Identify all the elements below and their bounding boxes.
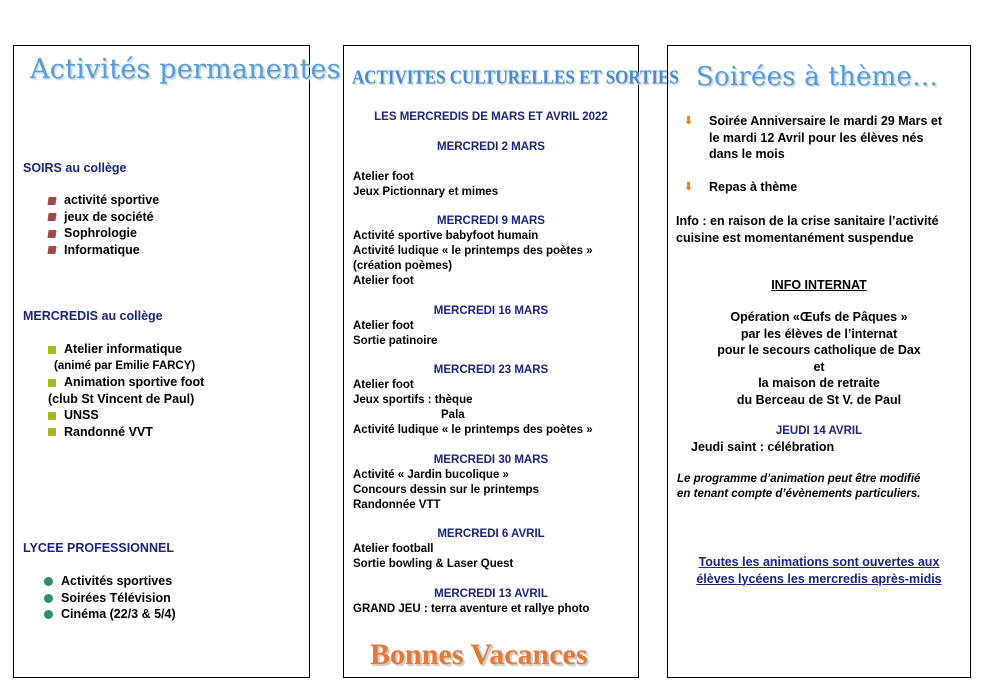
day-activities: Atelier foot Jeux sportifs : thèque Pala Activité ludique « le printemps des poètes »	[353, 379, 593, 436]
day-activities: Activité « Jardin bucolique » Concours dessin sur le printemps Randonnée VTT	[353, 469, 539, 511]
day-label: MERCREDI 2 MARS	[437, 141, 545, 153]
list-item: Informatique	[48, 242, 159, 259]
square-bullet-icon	[48, 379, 56, 387]
list-item: ⬇ Soirée Anniversaire le mardi 29 Mars et le mardi 12 Avril pour les élèves nés dans le mois	[684, 114, 942, 161]
right-title: Soirées à thème…	[696, 62, 939, 92]
square-bullet-icon	[47, 213, 56, 221]
left-title: Activités permanentes	[30, 54, 341, 85]
list-item: Animation sportive foot	[48, 374, 204, 391]
square-bullet-icon	[47, 246, 56, 254]
soirs-list	[48, 192, 159, 258]
list-item: UNSS	[48, 407, 204, 424]
list-item: Activités sportives	[44, 573, 176, 590]
programme-note: Le programme d’animation peut être modifié en tenant compte d’évènements particuliers.	[677, 473, 921, 500]
list-item: Atelier informatique	[48, 341, 204, 358]
animations-link[interactable]: Toutes les animations sont ouvertes aux élèves lycéens les mercredis après-midis	[696, 555, 942, 586]
square-bullet-icon	[48, 346, 56, 354]
info-sanitaire: Info : en raison de la crise sanitaire l’activité cuisine est momentanément suspendue	[676, 214, 939, 245]
day-label: MERCREDI 9 MARS	[437, 215, 545, 227]
day-label: MERCREDI 6 AVRIL	[437, 528, 545, 540]
list-item: jeux de société	[48, 209, 159, 226]
day-label: MERCREDI 23 MARS	[433, 364, 549, 376]
internat-heading: INFO INTERNAT	[771, 278, 867, 292]
square-bullet-icon	[47, 230, 56, 238]
middle-title: ACTIVITES CULTURELLES ET SORTIES	[352, 66, 679, 88]
diamond-bullet-icon	[44, 577, 53, 586]
diamond-bullet-icon	[44, 594, 53, 603]
lycee-heading: LYCEE PROFESSIONNEL	[23, 541, 174, 555]
diamond-bullet-icon	[44, 610, 53, 619]
soirs-heading: SOIRS au collège	[23, 161, 127, 175]
right-panel	[667, 45, 971, 678]
arrow-bullet-icon: ⬇	[684, 115, 694, 127]
day-label: MERCREDI 16 MARS	[433, 305, 549, 317]
square-bullet-icon	[47, 197, 56, 205]
bonnes-vacances-banner: Bonnes Vacances	[370, 638, 588, 671]
square-bullet-icon	[48, 428, 56, 436]
list-item-note: (club St Vincent de Paul)	[48, 391, 195, 406]
list-item-note: (animé par Emilie FARCY)	[54, 359, 196, 372]
list-item: ⬇ Repas à thème	[684, 179, 798, 194]
jeudi-text: Jeudi saint : célébration	[691, 440, 835, 454]
arrow-bullet-icon: ⬇	[684, 180, 694, 193]
list-item: Soirées Télévision	[44, 590, 176, 607]
day-activities: Atelier foot Sortie patinoire	[353, 320, 438, 347]
lycee-list	[44, 573, 176, 623]
day-label: MERCREDI 13 AVRIL	[434, 588, 548, 600]
square-bullet-icon	[48, 412, 56, 420]
list-item: Sophrologie	[48, 225, 159, 242]
left-panel	[13, 45, 341, 678]
theme-list	[684, 113, 942, 195]
middle-subtitle: LES MERCREDIS DE MARS ET AVRIL 2022	[374, 111, 608, 123]
list-item: Cinéma (22/3 & 5/4)	[44, 606, 176, 623]
day-activities: Atelier foot Jeux Pictionnary et mimes	[353, 171, 499, 198]
day-activities: GRAND JEU : terra aventure et rallye photo	[353, 603, 590, 615]
list-item: Randonné VVT	[48, 424, 204, 441]
middle-panel	[343, 45, 679, 678]
day-label: MERCREDI 30 MARS	[433, 454, 549, 466]
jeudi-label: JEUDI 14 AVRIL	[775, 425, 863, 437]
internat-details: Opération «Œufs de Pâques » par les élèves de l’internat pour le secours catholique de Dax et la maison de retraite du Berceau de St V. de Paul	[717, 310, 921, 407]
list-item: activité sportive	[48, 192, 159, 209]
day-activities: Activité sportive babyfoot humain Activité ludique « le printemps des poètes » (création poèmes) Atelier foot	[353, 230, 593, 287]
mercredis-heading: MERCREDIS au collège	[23, 309, 163, 323]
day-activities: Atelier football Sortie bowling & Laser Quest	[353, 543, 514, 570]
mercredis-list	[48, 341, 204, 440]
